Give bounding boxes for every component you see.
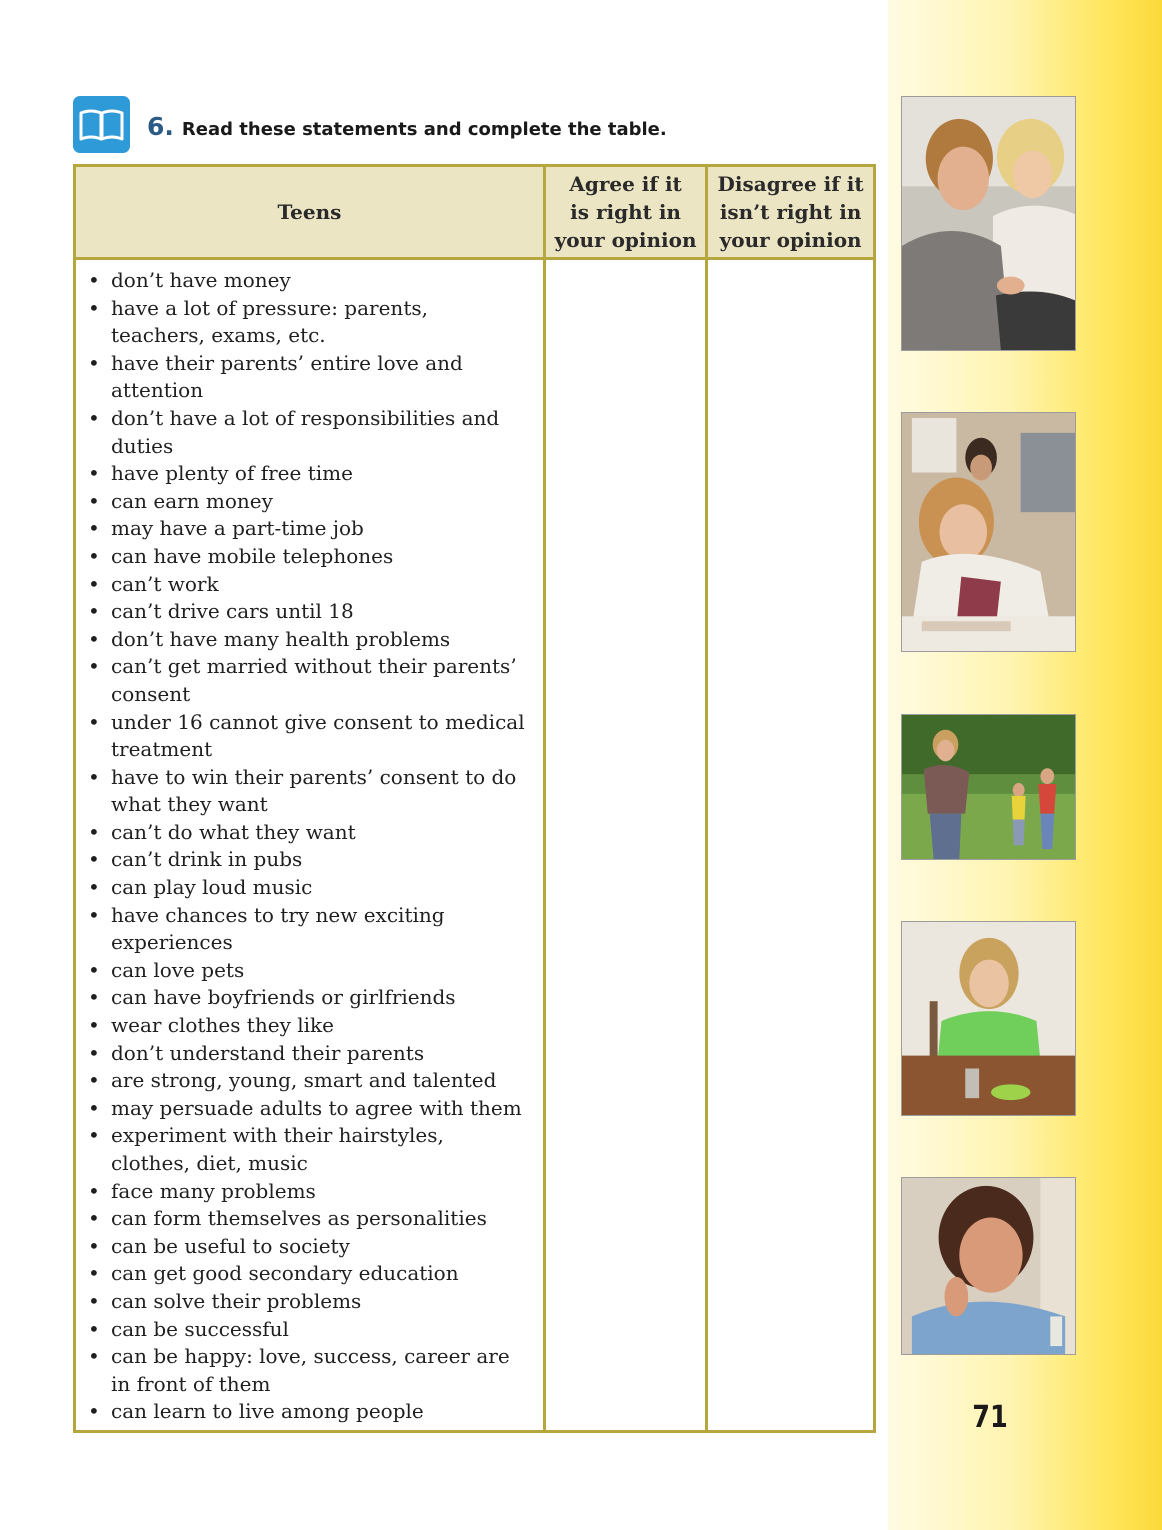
statement-line: • can get good secondary education bbox=[111, 1261, 459, 1286]
exercise-heading bbox=[147, 112, 667, 146]
header-agree-line: Agree if it bbox=[569, 172, 682, 196]
statement-line: • don’t have money bbox=[111, 268, 291, 292]
statement-item bbox=[86, 626, 535, 654]
statement-item bbox=[86, 1122, 535, 1177]
statement-item bbox=[86, 460, 535, 488]
header-agree-line: is right in bbox=[570, 200, 681, 224]
statement-item bbox=[86, 1095, 535, 1123]
header-disagree-line: Disagree if it bbox=[717, 172, 864, 196]
statement-line: treatment bbox=[111, 737, 213, 762]
open-book-icon bbox=[73, 96, 130, 153]
header-teens: Teens bbox=[75, 166, 545, 259]
statement-item bbox=[86, 598, 535, 626]
statement-line: • can be successful bbox=[111, 1316, 289, 1341]
header-agree-line: your opinion bbox=[554, 228, 697, 252]
exercise-number: 6. bbox=[147, 112, 174, 141]
statement-line: what they want bbox=[111, 792, 268, 817]
exercise-instruction: Read these statements and complete the table. bbox=[181, 119, 667, 140]
header-disagree bbox=[707, 166, 875, 259]
table-header-row bbox=[75, 166, 875, 259]
statement-line: • have chances to try new exciting bbox=[111, 902, 445, 927]
statement-line: • face many problems bbox=[111, 1178, 316, 1203]
statement-line: • are strong, young, smart and talented bbox=[111, 1068, 497, 1093]
statement-line: • don’t have a lot of responsibilities and bbox=[111, 405, 500, 430]
statement-line: • can play loud music bbox=[111, 875, 313, 900]
header-disagree-line: isn’t right in bbox=[719, 200, 862, 224]
statement-line: duties bbox=[111, 433, 174, 458]
statement-line: • can learn to live among people bbox=[111, 1399, 424, 1424]
statement-item bbox=[86, 957, 535, 985]
statement-line: • experiment with their hairstyles, bbox=[111, 1123, 444, 1148]
statement-item bbox=[86, 350, 535, 405]
statement-item bbox=[86, 902, 535, 957]
statement-line: • may persuade adults to agree with them bbox=[111, 1095, 522, 1120]
statement-line: • don’t understand their parents bbox=[111, 1040, 425, 1065]
statement-line: experiences bbox=[111, 930, 233, 955]
statement-item bbox=[86, 515, 535, 543]
statement-line: • can have mobile telephones bbox=[111, 543, 394, 568]
header-disagree-line: your opinion bbox=[719, 228, 862, 252]
statement-list bbox=[76, 260, 543, 1430]
statement-line: • can’t do what they want bbox=[111, 819, 356, 844]
photo-stressed-student bbox=[901, 412, 1076, 652]
statement-line: • can’t work bbox=[111, 571, 219, 596]
photo-teen-with-mother bbox=[901, 96, 1076, 351]
statements-table bbox=[73, 164, 876, 1433]
statement-item bbox=[86, 1398, 535, 1426]
statement-line: • have a lot of pressure: parents, bbox=[111, 295, 428, 320]
statement-item bbox=[86, 846, 535, 874]
statement-item bbox=[86, 1233, 535, 1261]
photo-boys-in-park bbox=[901, 714, 1076, 860]
header-agree bbox=[544, 166, 706, 259]
statement-item bbox=[86, 819, 535, 847]
statement-line: • can’t drink in pubs bbox=[111, 847, 303, 872]
photo-girl-thinking bbox=[901, 1177, 1076, 1355]
statement-item bbox=[86, 709, 535, 764]
statement-item bbox=[86, 1288, 535, 1316]
statement-item bbox=[86, 1205, 535, 1233]
statement-line: • wear clothes they like bbox=[111, 1013, 334, 1038]
statement-item bbox=[86, 764, 535, 819]
teens-statements-cell bbox=[75, 259, 545, 1432]
statement-item bbox=[86, 653, 535, 708]
statement-item bbox=[86, 295, 535, 350]
statement-line: • can’t drive cars until 18 bbox=[111, 599, 354, 624]
statement-line: • don’t have many health problems bbox=[111, 626, 451, 651]
statement-item bbox=[86, 984, 535, 1012]
table-body-row bbox=[75, 259, 875, 1432]
statement-item bbox=[86, 405, 535, 460]
statement-item bbox=[86, 1260, 535, 1288]
statement-line: • have plenty of free time bbox=[111, 461, 353, 486]
statement-line: in front of them bbox=[111, 1371, 271, 1396]
page-number: 71 bbox=[972, 1400, 1008, 1435]
statement-line: • can’t get married without their parents’ bbox=[111, 654, 517, 679]
statement-item bbox=[86, 1343, 535, 1398]
statement-line: consent bbox=[111, 681, 191, 706]
statement-item bbox=[86, 1040, 535, 1068]
statement-line: • can be useful to society bbox=[111, 1233, 350, 1258]
statement-line: teachers, exams, etc. bbox=[111, 323, 326, 348]
statement-item bbox=[86, 1178, 535, 1206]
statement-line: • can solve their problems bbox=[111, 1288, 362, 1313]
statement-line: • have their parents’ entire love and bbox=[111, 350, 463, 375]
statement-item bbox=[86, 267, 535, 295]
statement-line: • may have a part-time job bbox=[111, 516, 364, 541]
statement-item bbox=[86, 571, 535, 599]
statement-line: • can love pets bbox=[111, 957, 245, 982]
statement-line: • can have boyfriends or girlfriends bbox=[111, 985, 456, 1010]
disagree-answer-cell[interactable] bbox=[707, 259, 875, 1432]
statement-item bbox=[86, 1012, 535, 1040]
agree-answer-cell[interactable] bbox=[544, 259, 706, 1432]
statement-item bbox=[86, 1316, 535, 1344]
statement-line: • can earn money bbox=[111, 488, 273, 513]
photo-sad-girl-at-table bbox=[901, 921, 1076, 1116]
statement-line: • under 16 cannot give consent to medical bbox=[111, 709, 525, 734]
statement-item bbox=[86, 488, 535, 516]
statement-line: • can be happy: love, success, career are bbox=[111, 1344, 510, 1369]
statement-line: attention bbox=[111, 378, 204, 403]
statement-line: • have to win their parents’ consent to do bbox=[111, 764, 517, 789]
statement-item bbox=[86, 1067, 535, 1095]
statement-line: clothes, diet, music bbox=[111, 1151, 308, 1175]
statement-item bbox=[86, 543, 535, 571]
statement-line: • can form themselves as personalities bbox=[111, 1206, 487, 1231]
statement-item bbox=[86, 874, 535, 902]
